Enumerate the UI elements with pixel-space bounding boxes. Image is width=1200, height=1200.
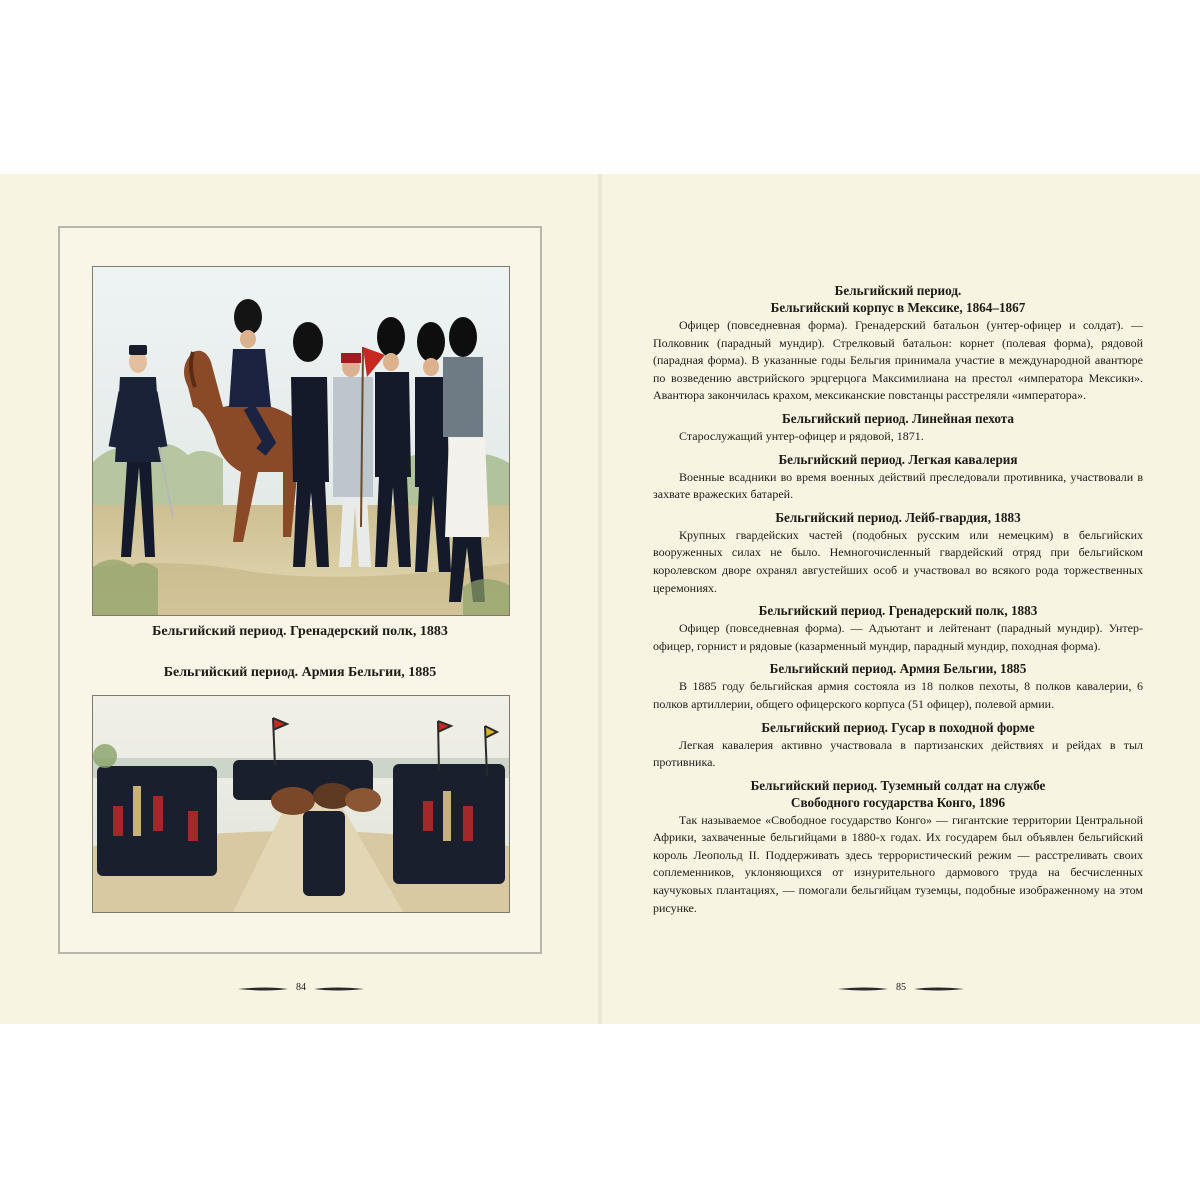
page-number-right bbox=[836, 982, 966, 996]
page-number: 84 bbox=[290, 982, 312, 993]
article-text bbox=[653, 282, 1143, 922]
section-heading: Бельгийский период. Лейб-гвардия, 1883 bbox=[775, 509, 1021, 525]
section-body: Так называемое «Свободное государство Конго» — гигантские территории Центральной Африки, захваченные бельгийцами в 1880-х годах. Их государем был объявлен бельгийский король Леопольд II. Поддерживать здесь террористический режим — расстреливать своих соплеменников, уклоняющихся от изнурительного дармового труда на бесчисленных каучуковых плантациях, — помогали бельгийцам туземцы, подобные изображенному на этом рисунке. bbox=[653, 812, 1143, 915]
text-section bbox=[653, 410, 1143, 446]
section-body: Легкая кавалерия активно участвовала в партизанских действиях и рейдах в тыл противника. bbox=[653, 737, 1143, 770]
illustration-frame bbox=[58, 226, 542, 954]
section-heading: Бельгийский период. Бельгийский корпус в Мексике, 1864–1867 bbox=[770, 283, 1026, 315]
text-section bbox=[653, 777, 1143, 918]
text-section bbox=[653, 719, 1143, 772]
section-body: Офицер (повседневная форма). Гренадерский батальон (унтер-офицер и солдат). — Полковник (парадный мундир). Стрелковый батальон: корнет (полевая форма), рядовой (парадная форма). В указанные годы Бельгия принимала участие в международной авантюре по возведению австрийского эрцгерцога Максимилиана на престол «императора Мексики». Авантюра закончилась крахом, мексиканские повстанцы расстреляли «императора». bbox=[653, 318, 1143, 403]
text-section bbox=[653, 660, 1143, 713]
text-section bbox=[653, 509, 1143, 597]
section-heading: Бельгийский период. Гренадерский полк, 1883 bbox=[758, 603, 1038, 619]
belgian-army-illustration bbox=[92, 695, 510, 913]
section-body: Крупных гвардейских частей (подобных русским или немецким) в бельгийских вооруженных силах не было. Немногочисленный гвардейский отряд при бельгийском королевском дворе охранял августейших особ и участвовал во всякого рода торжественных церемониях. bbox=[653, 527, 1143, 595]
section-heading: Бельгийский период. Армия Бельгии, 1885 bbox=[769, 661, 1027, 677]
section-body: Старослужащий унтер-офицер и рядовой, 1871. bbox=[679, 428, 924, 443]
illustration-caption: Бельгийский период. Гренадерский полк, 1883 bbox=[152, 624, 448, 639]
illustration-caption: Бельгийский период. Армия Бельгии, 1885 bbox=[163, 665, 437, 680]
section-body: Военные всадники во время военных действий преследовали противника, участвовали в захвате вражеских батарей. bbox=[653, 469, 1143, 502]
section-body: Офицер (повседневная форма). — Адъютант и лейтенант (парадный мундир). Унтер-офицер, горнист и рядовые (казарменный мундир, парадный мундир, походная форма). bbox=[653, 621, 1143, 653]
section-heading: Бельгийский период. Легкая кавалерия bbox=[778, 451, 1018, 467]
section-heading: Бельгийский период. Линейная пехота bbox=[782, 410, 1014, 426]
book-spread bbox=[0, 174, 1200, 1024]
page-number: 85 bbox=[890, 982, 912, 993]
text-section bbox=[653, 451, 1143, 504]
text-section bbox=[653, 602, 1143, 655]
page-number-left bbox=[236, 982, 366, 996]
section-heading: Бельгийский период. Гусар в походной форме bbox=[761, 719, 1035, 735]
grenadier-regiment-illustration bbox=[92, 266, 510, 616]
book-gutter bbox=[598, 174, 602, 1024]
section-body: В 1885 году бельгийская армия состояла из 18 полков пехоты, 8 полков кавалерии, 6 полков артиллерии, общего офицерского корпуса (51 офицер), полевой армии. bbox=[653, 679, 1143, 711]
section-heading: Бельгийский период. Туземный солдат на службе Свободного государства Конго, 1896 bbox=[750, 777, 1046, 810]
text-section bbox=[653, 282, 1143, 405]
